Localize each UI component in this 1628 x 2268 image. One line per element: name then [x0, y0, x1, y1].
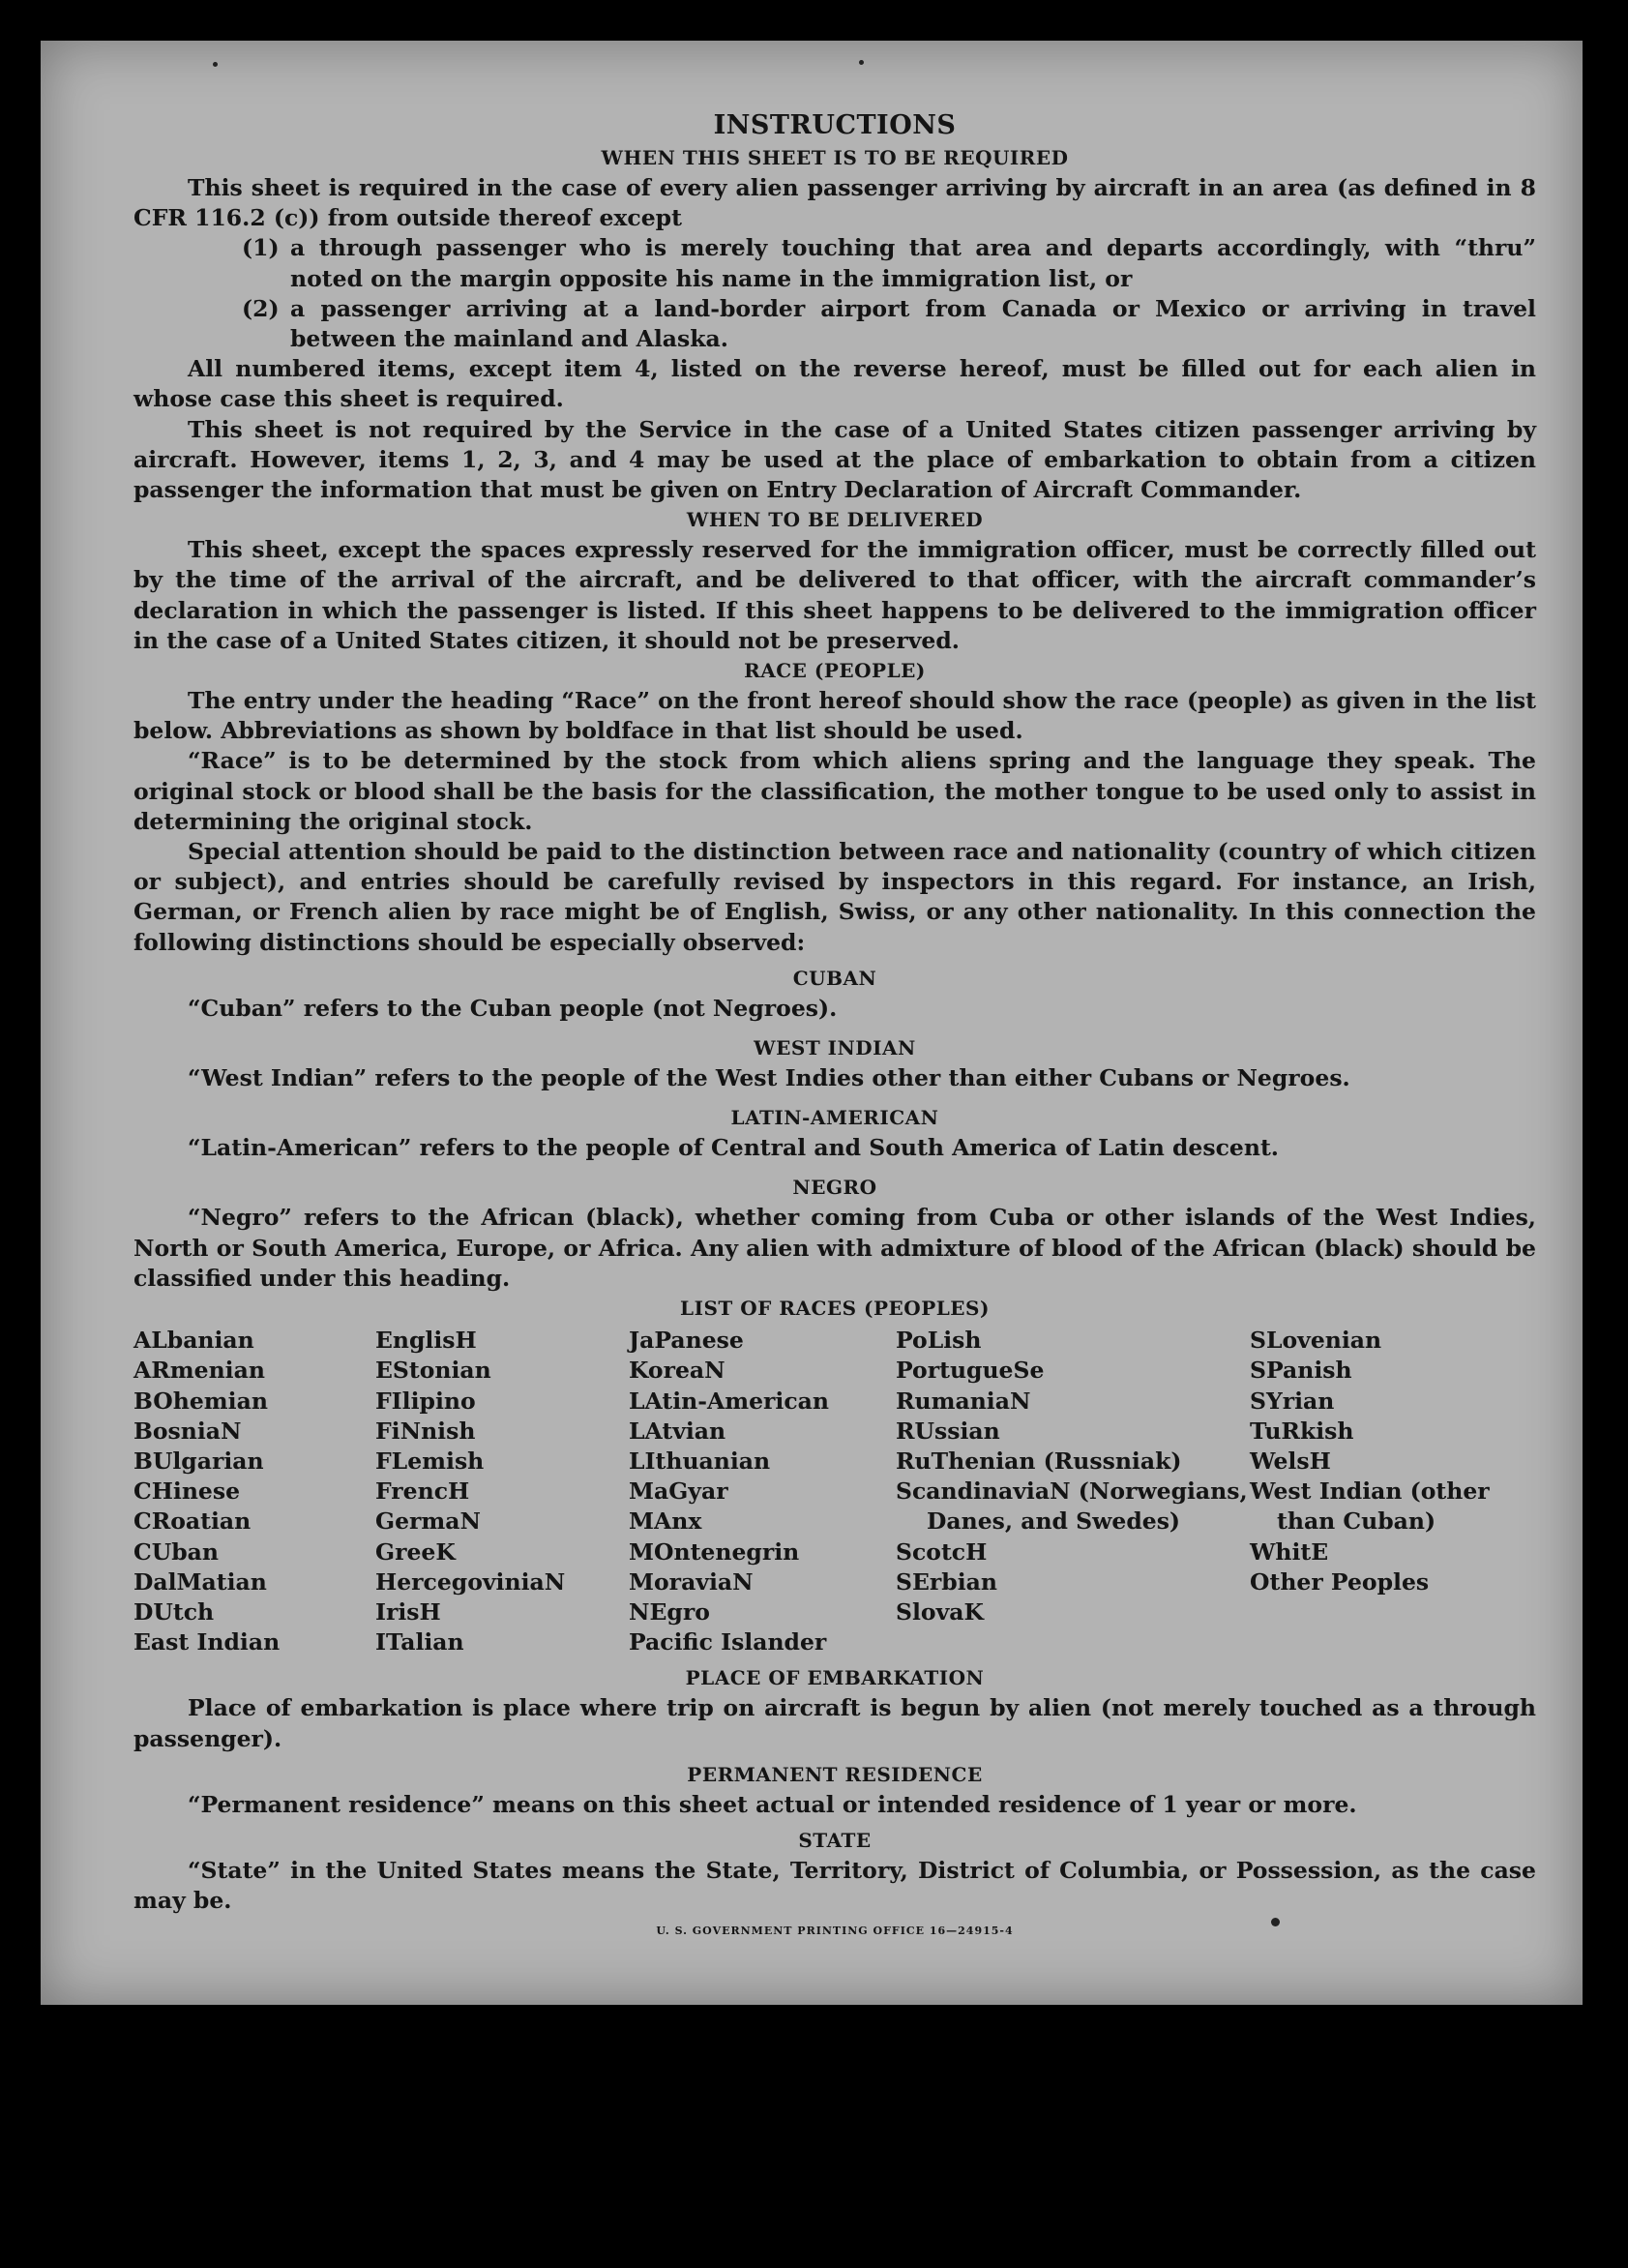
race-entry: CRoatian — [133, 1507, 252, 1536]
heading-place-of-embarkation: PLACE OF EMBARKATION — [685, 1666, 985, 1690]
races-column-5 — [1250, 1326, 1497, 1657]
race-entry: BosniaN — [133, 1417, 242, 1445]
paragraph-residence: “Permanent residence” means on this sheet actual or intended residence of 1 year or more. — [188, 1790, 1357, 1818]
race-entry: West Indian (other than Cuban) — [1250, 1477, 1490, 1536]
paragraph-cuban: “Cuban” refers to the Cuban people (not Negroes). — [188, 994, 838, 1022]
race-entry: MaGyar — [629, 1477, 728, 1506]
race-entry: GreeK — [375, 1537, 456, 1566]
exception-text: a passenger arriving at a land-border airport from Canada or Mexico or arriving in travel between the mainland and Alaska. — [290, 294, 1536, 353]
race-entry: DalMatian — [133, 1567, 267, 1596]
race-entry: BUlgarian — [133, 1447, 264, 1475]
races-column-1 — [133, 1326, 375, 1657]
race-entry: LAtin-American — [629, 1387, 829, 1415]
exception-text: a through passenger who is merely touching that area and departs accordingly, with “thru” noted on the margin opposite his name in the immigration list, or — [290, 234, 1536, 292]
heading-latin-american: LATIN-AMERICAN — [730, 1106, 939, 1130]
paragraph-negro: “Negro” refers to the African (black), whether coming from Cuba or other islands of the West Indies, North or South America, Europe, or Africa. Any alien with admixture of blood of the African (black) should be classified under this heading. — [133, 1204, 1536, 1292]
race-entry: RuThenian (Russniak) — [896, 1447, 1182, 1475]
race-entry: SErbian — [896, 1567, 997, 1596]
heading-list-of-races: LIST OF RACES (PEOPLES) — [680, 1297, 990, 1321]
race-entry: FIlipino — [375, 1387, 476, 1415]
race-entry: SLovenian — [1250, 1327, 1382, 1355]
race-entry: ALbanian — [133, 1327, 254, 1355]
races-column-2 — [375, 1326, 629, 1657]
heading-when-delivered: WHEN TO BE DELIVERED — [686, 508, 984, 532]
heading-when-required: WHEN THIS SHEET IS TO BE REQUIRED — [601, 146, 1069, 169]
paragraph-race-definition: “Race” is to be determined by the stock from which aliens spring and the language they speak. The original stock or blood shall be the basis for the classification, the mother tongue to be used only to assist in determining the original stock. — [133, 747, 1536, 835]
paragraph-numbered-items: All numbered items, except item 4, listed on the reverse hereof, must be filled out for each alien in whose case this sheet is required. — [133, 355, 1536, 413]
race-entry: MOntenegrin — [629, 1537, 800, 1566]
paragraph-citizen: This sheet is not required by the Service in the case of a United States citizen passenger arriving by aircraft. However, items 1, 2, 3, and 4 may be used at the place of embarkation to obtain from a citizen passenger the information that must be given on Entry Declaration of Aircraft Commander. — [133, 415, 1536, 504]
race-entry: DUtch — [133, 1597, 215, 1626]
race-entry: TuRkish — [1250, 1417, 1354, 1445]
race-entry: CHinese — [133, 1477, 241, 1506]
race-entry: WelsH — [1250, 1447, 1331, 1475]
paragraph-latin-american: “Latin-American” refers to the people of Central and South America of Latin descent. — [188, 1134, 1279, 1162]
race-entry: FiNnish — [375, 1417, 476, 1445]
race-entry: CUban — [133, 1537, 219, 1566]
ink-speck — [859, 60, 864, 65]
race-entry: HercegoviniaN — [375, 1567, 566, 1596]
race-entry: NEgro — [629, 1597, 710, 1626]
heading-state: STATE — [798, 1828, 872, 1852]
race-entry: Other Peoples — [1250, 1567, 1430, 1596]
exception-number: (2) — [242, 294, 280, 322]
race-entry: GermaN — [375, 1507, 481, 1536]
races-column-4 — [896, 1326, 1250, 1657]
paragraph-delivered: This sheet, except the spaces expressly reserved for the immigration officer, must be correctly filled out by the time of the arrival of the aircraft, and be delivered to that officer, with the aircraft commander’s declaration in which the passenger is listed. If this sheet happens to be delivered to the immigration officer in the case of a United States citizen, it should not be preserved. — [133, 536, 1536, 654]
race-entry: SlovaK — [896, 1597, 984, 1626]
heading-race: RACE (PEOPLE) — [744, 659, 926, 683]
paragraph-west-indian: “West Indian” refers to the people of the West Indies other than either Cubans or Negroes. — [188, 1064, 1350, 1092]
races-column-3 — [629, 1326, 896, 1657]
race-entry: FLemish — [375, 1447, 485, 1475]
heading-permanent-residence: PERMANENT RESIDENCE — [687, 1762, 983, 1786]
race-entry: RUssian — [896, 1417, 1000, 1445]
race-entry: PortugueSe — [896, 1357, 1045, 1385]
race-entry: Pacific Islander — [629, 1628, 827, 1656]
race-entry: IrisH — [375, 1597, 441, 1626]
page-title: INSTRUCTIONS — [713, 110, 957, 140]
race-entry: WhitE — [1250, 1537, 1329, 1566]
race-entry: EStonian — [375, 1357, 491, 1385]
exception-number: (1) — [242, 234, 280, 262]
exception-item-1 — [133, 233, 1536, 293]
race-entry: ScotcH — [896, 1537, 988, 1566]
race-entry: MoraviaN — [629, 1567, 754, 1596]
race-entry: ITalian — [375, 1628, 464, 1656]
paragraph-race-nationality: Special attention should be paid to the distinction between race and nationality (country of which citizen or subject), and entries should be carefully revised by inspectors in this regard. For instance, an Irish, German, or French alien by race might be of English, Swiss, or any other nationality. In this connection the following distinctions should be especially observed: — [133, 838, 1536, 956]
race-entry: JaPanese — [629, 1327, 744, 1355]
race-entry: PoLish — [896, 1327, 982, 1355]
race-entry: LAtvian — [629, 1417, 726, 1445]
race-entry: LIthuanian — [629, 1447, 771, 1475]
race-entry: SPanish — [1250, 1357, 1352, 1385]
paragraph-required: This sheet is required in the case of every alien passenger arriving by aircraft in an area (as defined in 8 CFR 116.2 (c)) from outside thereof except — [133, 174, 1536, 232]
paragraph-embarkation: Place of embarkation is place where trip on aircraft is begun by alien (not merely touched as a through passenger). — [133, 1694, 1536, 1752]
race-entry: ScandinaviaN (Norwegians, Danes, and Swedes) — [896, 1477, 1248, 1536]
race-entry: KoreaN — [629, 1357, 725, 1385]
heading-cuban: CUBAN — [792, 966, 877, 990]
race-entry: EnglisH — [375, 1327, 477, 1355]
races-list — [133, 1326, 1536, 1657]
printer-imprint: U. S. GOVERNMENT PRINTING OFFICE 16—24915-4 — [656, 1925, 1014, 1938]
heading-west-indian: WEST INDIAN — [754, 1036, 916, 1060]
paragraph-race-entry: The entry under the heading “Race” on the front hereof should show the race (people) as given in the list below. Abbreviations as shown by boldface in that list should be used. — [133, 687, 1536, 745]
document-page — [41, 41, 1583, 2005]
instructions-sheet — [133, 108, 1536, 1947]
race-entry: BOhemian — [133, 1387, 268, 1415]
ink-speck — [213, 62, 218, 67]
race-entry: MAnx — [629, 1507, 702, 1536]
race-entry: SYrian — [1250, 1387, 1335, 1415]
race-entry: East Indian — [133, 1628, 281, 1656]
race-entry: RumaniaN — [896, 1387, 1031, 1415]
exception-item-2 — [133, 294, 1536, 354]
race-entry: ARmenian — [133, 1357, 265, 1385]
heading-negro: NEGRO — [792, 1176, 877, 1200]
race-entry: FrencH — [375, 1477, 470, 1506]
paragraph-state: “State” in the United States means the State, Territory, District of Columbia, or Possession, as the case may be. — [133, 1856, 1536, 1915]
